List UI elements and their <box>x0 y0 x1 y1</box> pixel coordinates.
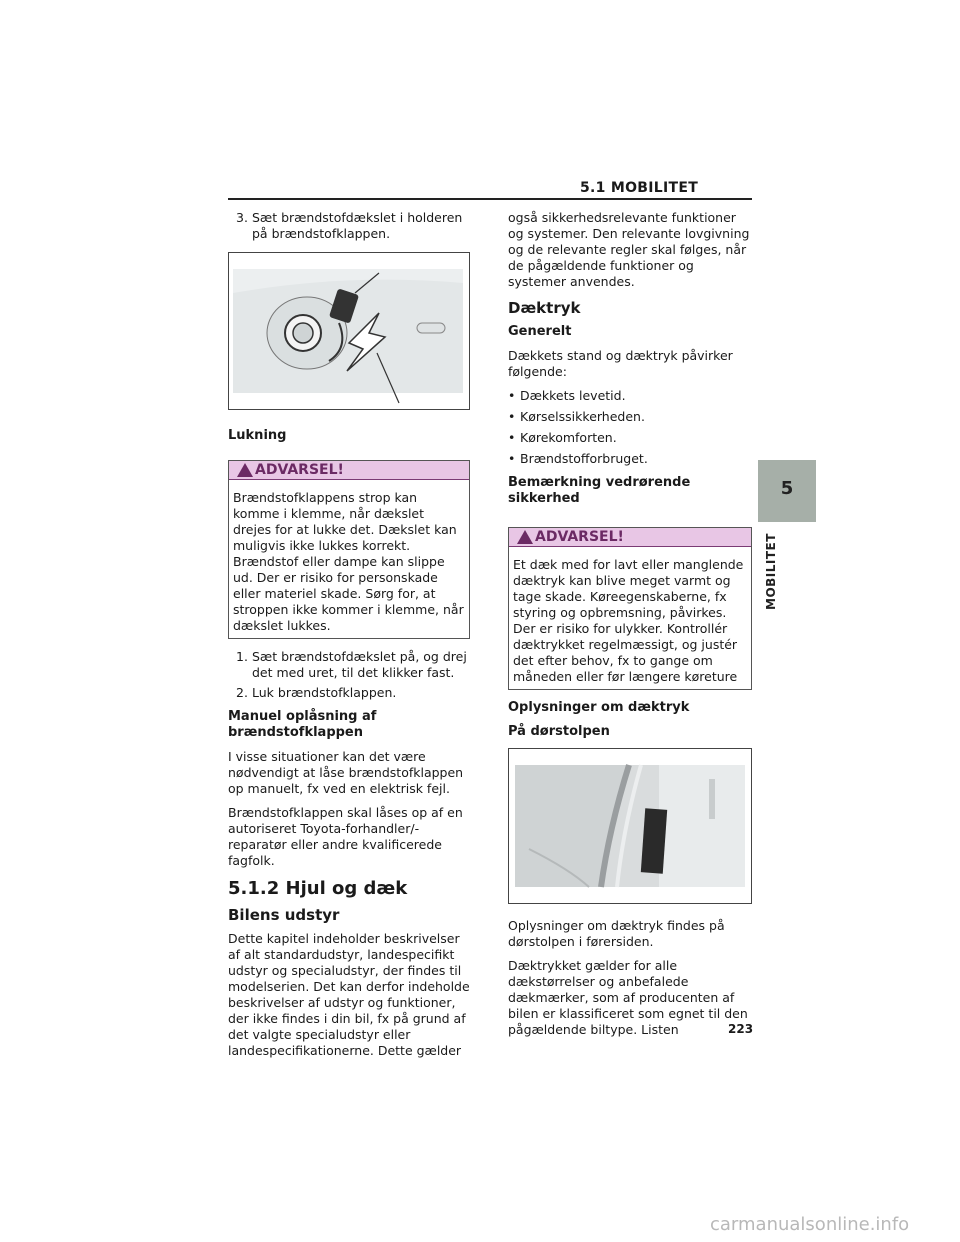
warning-triangle-icon <box>237 463 253 477</box>
step-2 <box>228 685 470 701</box>
bemaerkning-heading: Bemærkning vedrørende sikkerhed <box>508 475 691 506</box>
warning-header <box>509 528 751 547</box>
manual-unlock-heading: Manuel oplåsning af brændstofklappen <box>228 709 377 740</box>
warning-triangle-icon <box>517 530 533 544</box>
step-number: 3. <box>236 210 248 225</box>
step-text: Sæt brændstofdækslet på, og drej det med uret, til det klikker fast. <box>252 649 467 680</box>
bilens-udstyr-heading: Bilens udstyr <box>228 906 340 924</box>
list-item: • Kørekomforten. <box>508 430 752 446</box>
fuel-cap-figure <box>228 252 470 410</box>
watermark: carmanualsonline.info <box>710 1214 910 1235</box>
step-1 <box>228 649 470 681</box>
lukning-heading: Lukning <box>228 428 287 443</box>
warning-header <box>229 461 469 480</box>
right-column <box>508 210 752 1046</box>
manual-unlock-paragraph-1: I visse situationer kan det være nødvendigt at låse brændstofklappen op manuelt, fx ved en elektrisk fejl. <box>228 749 464 796</box>
fuel-cap-illustration <box>229 253 469 409</box>
bilens-udstyr-text: Dette kapitel indeholder beskrivelser af alt standardudstyr, landespecifikt udstyr og specialudstyr, der findes til modelserien. Det kan derfor indeholde beskrivelser af udstyr og funktioner, der ikke findes i din bil, fx på grund af det valgte specialudstyr eller landespecifikationerne. Dette gælder <box>228 931 470 1058</box>
step-number: 2. <box>236 685 248 700</box>
warning-title: ADVARSEL! <box>535 529 624 545</box>
section-header: 5.1 MOBILITET <box>580 180 699 196</box>
step-text: Sæt brændstofdækslet i holderen på brændstofklappen. <box>252 210 463 241</box>
warning-box-2 <box>508 527 752 690</box>
generelt-heading: Generelt <box>508 324 572 339</box>
warning-title: ADVARSEL! <box>255 462 344 478</box>
paa-doerstolpen-heading: På dørstolpen <box>508 724 610 739</box>
warning-box-1 <box>228 460 470 639</box>
step-number: 1. <box>236 649 248 664</box>
list-item: • Brændstofforbruget. <box>508 451 752 467</box>
door-pillar-figure <box>508 748 752 904</box>
tire-pressure-location-text: Oplysninger om dæktryk findes på dørstolpen i førersiden. <box>508 918 725 949</box>
manual-unlock-paragraph-2: Brændstofklappen skal låses op af en autoriseret Toyota-forhandler/-reparatør eller andre kvalificerede fagfolk. <box>228 805 463 868</box>
list-item: • Kørselssikkerheden. <box>508 409 752 425</box>
page-number: 223 <box>728 1022 754 1036</box>
step-text: Luk brændstofklappen. <box>252 685 397 700</box>
list-item: • Dækkets levetid. <box>508 388 752 404</box>
tire-pressure-validity-text: Dæktrykket gælder for alle dækstørrelser og anbefalede dækmærker, som af producenten af bilen er klassificeret som egnet til den pågældende biltype. Listen <box>508 958 748 1037</box>
left-column <box>228 210 470 1067</box>
oplysninger-heading: Oplysninger om dæktryk <box>508 700 690 715</box>
section-heading: 5.1.2 Hjul og dæk <box>228 878 408 899</box>
step-3 <box>228 210 470 242</box>
chapter-number: 5 <box>780 478 794 499</box>
warning-text: Et dæk med for lavt eller manglende dæktryk kan blive meget varmt og tage skade. Køreegenskaberne, fx styring og opbremsning, påvirkes. Der er risiko for ulykker. Kontrollér dæktrykket regelmæssigt, og justér det efter behov, fx to gange om måneden eller før længere køreture <box>513 557 744 684</box>
header-rule <box>228 198 752 200</box>
daektryk-heading: Dæktryk <box>508 299 581 317</box>
chapter-label-text: MOBILITET <box>764 533 778 610</box>
door-pillar-illustration <box>509 749 751 903</box>
generelt-text: Dækkets stand og dæktryk påvirker følgende: <box>508 348 733 379</box>
continued-paragraph: også sikkerhedsrelevante funktioner og systemer. Den relevante lovgivning og de relevante regler skal følges, når de pågældende funktioner og systemer anvendes. <box>508 210 750 289</box>
warning-text: Brændstofklappens strop kan komme i klemme, når dækslet drejes for at lukke det. Dækslet kan muligvis ikke lukkes korrekt. Brændstof eller dampe kan slippe ud. Der er risiko for personskade eller materiel skade. Sørg for, at stroppen ikke kommer i klemme, når dækslet lukkes. <box>233 490 464 633</box>
chapter-side-label <box>764 530 780 610</box>
